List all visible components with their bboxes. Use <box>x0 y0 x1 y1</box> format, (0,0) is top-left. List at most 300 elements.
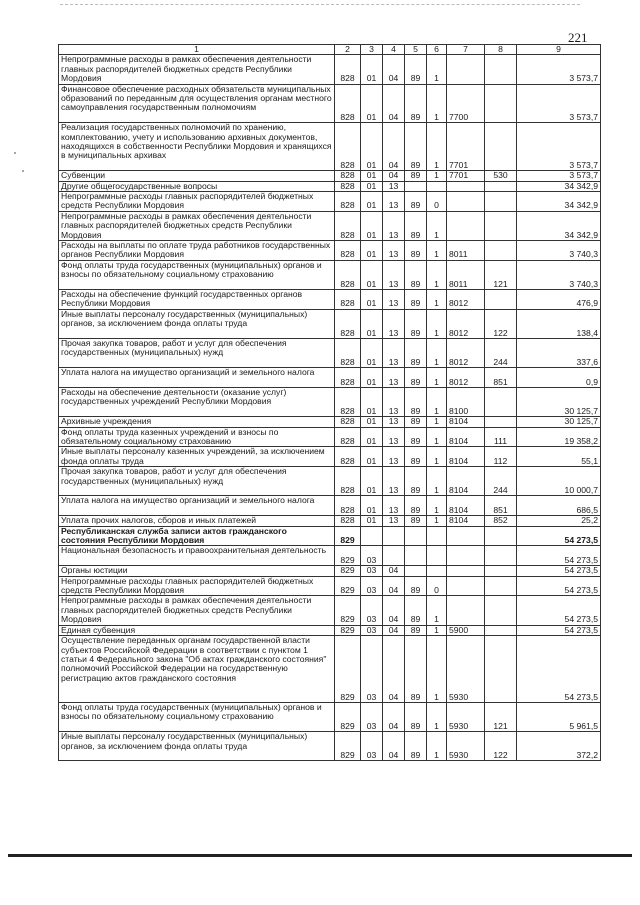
cell-department: 829 <box>335 732 361 761</box>
table-row <box>59 417 601 427</box>
cell-program: 89 <box>405 211 427 240</box>
cell-name: Уплата прочих налогов, сборов и иных платежей <box>59 516 335 526</box>
cell-amount: 34 342,9 <box>517 211 601 240</box>
cell-subsection: 13 <box>383 260 405 289</box>
cell-amount: 54 273,5 <box>517 546 601 566</box>
top-scan-line <box>60 4 580 5</box>
cell-subprogram: 1 <box>427 516 447 526</box>
cell-subprogram: 1 <box>427 702 447 731</box>
cell-subsection: 13 <box>383 290 405 310</box>
cell-subsection: 13 <box>383 447 405 467</box>
cell-amount: 55,1 <box>517 447 601 467</box>
cell-direction <box>447 192 485 212</box>
cell-section: 01 <box>361 417 383 427</box>
table-row <box>59 576 601 596</box>
cell-subsection: 13 <box>383 192 405 212</box>
cell-department: 829 <box>335 576 361 596</box>
cell-direction <box>447 55 485 84</box>
cell-subsection: 13 <box>383 388 405 417</box>
cell-section: 03 <box>361 546 383 566</box>
cell-direction <box>447 546 485 566</box>
cell-name: Уплата налога на имущество организаций и земельного налога <box>59 496 335 516</box>
table-body <box>59 55 601 761</box>
cell-subprogram: 1 <box>427 496 447 516</box>
cell-department: 828 <box>335 192 361 212</box>
cell-amount: 0,9 <box>517 368 601 388</box>
cell-subprogram: 1 <box>427 260 447 289</box>
cell-expense-type <box>485 388 517 417</box>
cell-expense-type <box>485 596 517 625</box>
table-row <box>59 211 601 240</box>
cell-expense-type: 111 <box>485 427 517 447</box>
cell-direction: 8012 <box>447 309 485 338</box>
cell-direction: 8011 <box>447 241 485 261</box>
cell-name: Непрограммные расходы в рамках обеспечения деятельности главных распорядителей бюджетных средств Республики Мордовия <box>59 211 335 240</box>
cell-amount: 138,4 <box>517 309 601 338</box>
cell-name: Республиканская служба записи актов гражданского состояния Республики Мордовия <box>59 526 335 546</box>
cell-subsection: 04 <box>383 596 405 625</box>
cell-direction: 8012 <box>447 290 485 310</box>
cell-direction: 5930 <box>447 702 485 731</box>
cell-amount: 30 125,7 <box>517 417 601 427</box>
cell-program: 89 <box>405 171 427 181</box>
cell-section: 01 <box>361 241 383 261</box>
cell-amount: 10 000,7 <box>517 467 601 496</box>
cell-subsection: 04 <box>383 576 405 596</box>
cell-program: 89 <box>405 84 427 123</box>
cell-expense-type <box>485 625 517 635</box>
cell-section: 01 <box>361 447 383 467</box>
cell-subprogram: 1 <box>427 123 447 171</box>
cell-program <box>405 526 427 546</box>
table-row <box>59 260 601 289</box>
column-header: 7 <box>447 45 485 55</box>
cell-program: 89 <box>405 625 427 635</box>
cell-subprogram: 1 <box>427 84 447 123</box>
cell-department: 828 <box>335 290 361 310</box>
cell-direction: 7701 <box>447 171 485 181</box>
table-row <box>59 636 601 703</box>
column-header: 1 <box>59 45 335 55</box>
cell-amount: 3 740,3 <box>517 241 601 261</box>
cell-name: Непрограммные расходы в рамках обеспечения деятельности главных распорядителей бюджетных средств Республики Мордовия <box>59 55 335 84</box>
cell-section: 01 <box>361 171 383 181</box>
table-row <box>59 467 601 496</box>
cell-direction: 8011 <box>447 260 485 289</box>
table-row <box>59 546 601 566</box>
cell-direction <box>447 526 485 546</box>
cell-subsection: 13 <box>383 241 405 261</box>
cell-subsection: 13 <box>383 427 405 447</box>
cell-program: 89 <box>405 290 427 310</box>
cell-name: Непрограммные расходы главных распорядителей бюджетных средств Республики Мордовия <box>59 192 335 212</box>
cell-name: Финансовое обеспечение расходных обязательств муниципальных образований по переданным для осуществления органам местного самоуправления государственным полномочиям <box>59 84 335 123</box>
cell-subsection: 13 <box>383 309 405 338</box>
cell-expense-type: 122 <box>485 732 517 761</box>
cell-subsection: 04 <box>383 732 405 761</box>
cell-subprogram: 1 <box>427 447 447 467</box>
table-row <box>59 290 601 310</box>
cell-program: 89 <box>405 260 427 289</box>
cell-section: 01 <box>361 211 383 240</box>
cell-subsection: 13 <box>383 417 405 427</box>
cell-subprogram: 1 <box>427 309 447 338</box>
cell-direction: 8012 <box>447 339 485 368</box>
cell-expense-type: 122 <box>485 309 517 338</box>
cell-name: Национальная безопасность и правоохранительная деятельность <box>59 546 335 566</box>
cell-expense-type <box>485 241 517 261</box>
cell-subprogram: 1 <box>427 55 447 84</box>
cell-name: Иные выплаты персоналу государственных (муниципальных) органов, за исключением фонда оплаты труда <box>59 309 335 338</box>
cell-section: 01 <box>361 55 383 84</box>
cell-subsection: 04 <box>383 84 405 123</box>
cell-amount: 3 573,7 <box>517 171 601 181</box>
column-header: 3 <box>361 45 383 55</box>
cell-department: 828 <box>335 339 361 368</box>
cell-program: 89 <box>405 516 427 526</box>
cell-direction: 7701 <box>447 123 485 171</box>
budget-table <box>58 44 601 761</box>
cell-department: 828 <box>335 516 361 526</box>
cell-expense-type: 852 <box>485 516 517 526</box>
cell-name: Иные выплаты персоналу государственных (муниципальных) органов, за исключением фонда оплаты труда <box>59 732 335 761</box>
table-row <box>59 192 601 212</box>
cell-amount: 5 961,5 <box>517 702 601 731</box>
cell-section: 03 <box>361 636 383 703</box>
cell-amount: 25,2 <box>517 516 601 526</box>
cell-subprogram: 1 <box>427 339 447 368</box>
cell-program: 89 <box>405 596 427 625</box>
table-row <box>59 123 601 171</box>
cell-expense-type: 244 <box>485 339 517 368</box>
cell-subsection: 13 <box>383 339 405 368</box>
cell-department: 828 <box>335 368 361 388</box>
cell-section: 01 <box>361 181 383 191</box>
column-header: 4 <box>383 45 405 55</box>
cell-department: 828 <box>335 309 361 338</box>
cell-subsection: 04 <box>383 702 405 731</box>
cell-department: 828 <box>335 84 361 123</box>
cell-direction <box>447 596 485 625</box>
cell-name: Осуществление переданных органам государственной власти субъектов Российской Федерации в соответствии с пунктом 1 статьи 4 Федерального закона "Об актах гражданского состояния" полномочий Российской Федерации на государственную регистрацию актов гражданского состояния <box>59 636 335 703</box>
cell-program: 89 <box>405 702 427 731</box>
table-row <box>59 496 601 516</box>
cell-expense-type: 121 <box>485 702 517 731</box>
cell-direction: 8104 <box>447 417 485 427</box>
table-row <box>59 516 601 526</box>
cell-section: 01 <box>361 368 383 388</box>
cell-section: 01 <box>361 339 383 368</box>
cell-expense-type <box>485 546 517 566</box>
bottom-scan-edge <box>8 854 632 857</box>
cell-subsection: 13 <box>383 516 405 526</box>
cell-section: 03 <box>361 625 383 635</box>
cell-amount: 686,5 <box>517 496 601 516</box>
header-row <box>59 45 601 55</box>
cell-subsection: 13 <box>383 368 405 388</box>
cell-direction: 5930 <box>447 636 485 703</box>
cell-expense-type: 244 <box>485 467 517 496</box>
cell-subprogram: 1 <box>427 636 447 703</box>
column-header: 5 <box>405 45 427 55</box>
cell-name: Архивные учреждения <box>59 417 335 427</box>
cell-program: 89 <box>405 339 427 368</box>
scan-speck <box>14 152 16 154</box>
cell-direction: 5900 <box>447 625 485 635</box>
cell-section: 01 <box>361 309 383 338</box>
cell-subsection: 04 <box>383 55 405 84</box>
cell-subsection: 13 <box>383 211 405 240</box>
cell-expense-type <box>485 576 517 596</box>
cell-expense-type: 530 <box>485 171 517 181</box>
cell-name: Уплата налога на имущество организаций и земельного налога <box>59 368 335 388</box>
cell-section: 03 <box>361 732 383 761</box>
cell-section: 03 <box>361 702 383 731</box>
cell-section: 03 <box>361 596 383 625</box>
cell-name: Непрограммные расходы главных распорядителей бюджетных средств Республики Мордовия <box>59 576 335 596</box>
cell-amount: 3 573,7 <box>517 123 601 171</box>
column-header: 2 <box>335 45 361 55</box>
cell-amount: 54 273,5 <box>517 526 601 546</box>
cell-subprogram: 1 <box>427 596 447 625</box>
cell-direction: 5930 <box>447 732 485 761</box>
cell-section: 01 <box>361 388 383 417</box>
cell-subprogram: 1 <box>427 417 447 427</box>
cell-amount: 54 273,5 <box>517 625 601 635</box>
cell-program: 89 <box>405 427 427 447</box>
cell-program: 89 <box>405 192 427 212</box>
cell-expense-type <box>485 526 517 546</box>
cell-program: 89 <box>405 388 427 417</box>
cell-amount: 476,9 <box>517 290 601 310</box>
cell-name: Фонд оплаты труда государственных (муниципальных) органов и взносы по обязательному социальному страхованию <box>59 702 335 731</box>
cell-department: 828 <box>335 496 361 516</box>
cell-direction: 8100 <box>447 388 485 417</box>
cell-program <box>405 181 427 191</box>
table-row <box>59 596 601 625</box>
cell-subsection: 04 <box>383 625 405 635</box>
cell-subprogram: 1 <box>427 388 447 417</box>
cell-section: 01 <box>361 192 383 212</box>
cell-expense-type <box>485 192 517 212</box>
cell-department: 829 <box>335 636 361 703</box>
cell-section: 03 <box>361 566 383 576</box>
column-header: 8 <box>485 45 517 55</box>
cell-subprogram <box>427 181 447 191</box>
cell-expense-type <box>485 84 517 123</box>
table-row <box>59 388 601 417</box>
cell-amount: 34 342,9 <box>517 181 601 191</box>
page-number: 221 <box>568 30 588 45</box>
cell-department: 828 <box>335 241 361 261</box>
cell-department: 828 <box>335 260 361 289</box>
table-row <box>59 309 601 338</box>
cell-name: Непрограммные расходы в рамках обеспечения деятельности главных распорядителей бюджетных средств Республики Мордовия <box>59 596 335 625</box>
cell-subprogram: 1 <box>427 290 447 310</box>
cell-subsection: 04 <box>383 636 405 703</box>
cell-subprogram <box>427 526 447 546</box>
cell-department: 828 <box>335 417 361 427</box>
table-row <box>59 566 601 576</box>
cell-program: 89 <box>405 732 427 761</box>
cell-program <box>405 546 427 566</box>
table-row <box>59 181 601 191</box>
table-row <box>59 427 601 447</box>
cell-subprogram: 1 <box>427 427 447 447</box>
cell-subprogram: 1 <box>427 732 447 761</box>
cell-subsection <box>383 546 405 566</box>
cell-amount: 372,2 <box>517 732 601 761</box>
table-row <box>59 625 601 635</box>
cell-program: 89 <box>405 241 427 261</box>
cell-amount: 19 358,2 <box>517 427 601 447</box>
table-row <box>59 84 601 123</box>
cell-program <box>405 566 427 576</box>
cell-amount: 30 125,7 <box>517 388 601 417</box>
cell-name: Расходы на обеспечение деятельности (оказание услуг) государственных учреждений Республики Мордовия <box>59 388 335 417</box>
cell-amount: 54 273,5 <box>517 566 601 576</box>
cell-section: 01 <box>361 84 383 123</box>
cell-department: 828 <box>335 211 361 240</box>
cell-direction: 8012 <box>447 368 485 388</box>
cell-subsection: 04 <box>383 123 405 171</box>
cell-name: Реализация государственных полномочий по хранению, комплектованию, учету и использованию архивных документов, находящихся в собственности Республики Мордовия и хранящихся в муниципальных архивах <box>59 123 335 171</box>
cell-name: Расходы на обеспечение функций государственных органов Республики Мордовия <box>59 290 335 310</box>
cell-program: 89 <box>405 636 427 703</box>
cell-name: Прочая закупка товаров, работ и услуг для обеспечения государственных (муниципальных) нужд <box>59 467 335 496</box>
cell-direction <box>447 211 485 240</box>
cell-name: Фонд оплаты труда государственных (муниципальных) органов и взносы по обязательному социальному страхованию <box>59 260 335 289</box>
cell-amount: 3 740,3 <box>517 260 601 289</box>
cell-department: 828 <box>335 427 361 447</box>
cell-department: 829 <box>335 566 361 576</box>
cell-amount: 337,6 <box>517 339 601 368</box>
column-header: 6 <box>427 45 447 55</box>
cell-subprogram <box>427 566 447 576</box>
cell-expense-type <box>485 417 517 427</box>
cell-section: 01 <box>361 516 383 526</box>
cell-expense-type <box>485 211 517 240</box>
cell-expense-type <box>485 123 517 171</box>
cell-expense-type <box>485 290 517 310</box>
cell-department: 828 <box>335 171 361 181</box>
cell-subprogram: 1 <box>427 171 447 181</box>
cell-subsection: 04 <box>383 566 405 576</box>
cell-department: 829 <box>335 625 361 635</box>
cell-section <box>361 526 383 546</box>
cell-direction <box>447 566 485 576</box>
cell-expense-type: 121 <box>485 260 517 289</box>
table-row <box>59 241 601 261</box>
cell-direction: 8104 <box>447 447 485 467</box>
cell-program: 89 <box>405 576 427 596</box>
cell-direction: 8104 <box>447 496 485 516</box>
cell-name: Иные выплаты персоналу казенных учреждений, за исключением фонда оплаты труда <box>59 447 335 467</box>
cell-program: 89 <box>405 496 427 516</box>
cell-program: 89 <box>405 123 427 171</box>
cell-subprogram <box>427 546 447 566</box>
cell-subsection <box>383 526 405 546</box>
cell-direction: 8104 <box>447 427 485 447</box>
cell-direction <box>447 576 485 596</box>
cell-department: 828 <box>335 123 361 171</box>
cell-expense-type <box>485 55 517 84</box>
cell-subsection: 13 <box>383 181 405 191</box>
cell-amount: 54 273,5 <box>517 576 601 596</box>
cell-program: 89 <box>405 467 427 496</box>
cell-department: 828 <box>335 55 361 84</box>
cell-department: 828 <box>335 467 361 496</box>
table-row <box>59 732 601 761</box>
cell-subprogram: 1 <box>427 368 447 388</box>
cell-department: 829 <box>335 526 361 546</box>
cell-subprogram: 0 <box>427 192 447 212</box>
cell-section: 01 <box>361 290 383 310</box>
table-row <box>59 339 601 368</box>
cell-department: 828 <box>335 181 361 191</box>
cell-expense-type: 112 <box>485 447 517 467</box>
cell-subsection: 04 <box>383 171 405 181</box>
cell-section: 01 <box>361 467 383 496</box>
scan-speck <box>22 170 24 172</box>
table-row <box>59 368 601 388</box>
cell-department: 828 <box>335 447 361 467</box>
cell-program: 89 <box>405 309 427 338</box>
cell-amount: 3 573,7 <box>517 84 601 123</box>
cell-subsection: 13 <box>383 496 405 516</box>
cell-amount: 34 342,9 <box>517 192 601 212</box>
cell-expense-type <box>485 636 517 703</box>
cell-section: 01 <box>361 496 383 516</box>
column-header: 9 <box>517 45 601 55</box>
cell-direction: 8104 <box>447 516 485 526</box>
cell-department: 829 <box>335 596 361 625</box>
cell-amount: 54 273,5 <box>517 636 601 703</box>
cell-amount: 54 273,5 <box>517 596 601 625</box>
cell-name: Прочая закупка товаров, работ и услуг для обеспечения государственных (муниципальных) нужд <box>59 339 335 368</box>
cell-name: Другие общегосударственные вопросы <box>59 181 335 191</box>
cell-program: 89 <box>405 417 427 427</box>
cell-program: 89 <box>405 368 427 388</box>
cell-subprogram: 1 <box>427 241 447 261</box>
cell-expense-type: 851 <box>485 496 517 516</box>
cell-department: 829 <box>335 546 361 566</box>
cell-direction: 8104 <box>447 467 485 496</box>
cell-direction <box>447 181 485 191</box>
cell-amount: 3 573,7 <box>517 55 601 84</box>
cell-subprogram: 1 <box>427 467 447 496</box>
cell-section: 03 <box>361 576 383 596</box>
table-row <box>59 702 601 731</box>
cell-department: 829 <box>335 702 361 731</box>
cell-subprogram: 1 <box>427 625 447 635</box>
cell-subprogram: 1 <box>427 211 447 240</box>
cell-expense-type <box>485 566 517 576</box>
cell-subprogram: 0 <box>427 576 447 596</box>
cell-section: 01 <box>361 123 383 171</box>
cell-expense-type: 851 <box>485 368 517 388</box>
table-row <box>59 447 601 467</box>
table-row <box>59 171 601 181</box>
cell-name: Фонд оплаты труда казенных учреждений и взносы по обязательному социальному страхованию <box>59 427 335 447</box>
cell-section: 01 <box>361 427 383 447</box>
cell-direction: 7700 <box>447 84 485 123</box>
cell-name: Расходы на выплаты по оплате труда работников государственных органов Республики Мордовия <box>59 241 335 261</box>
table-row <box>59 526 601 546</box>
table-row <box>59 55 601 84</box>
cell-name: Органы юстиции <box>59 566 335 576</box>
cell-program: 89 <box>405 447 427 467</box>
